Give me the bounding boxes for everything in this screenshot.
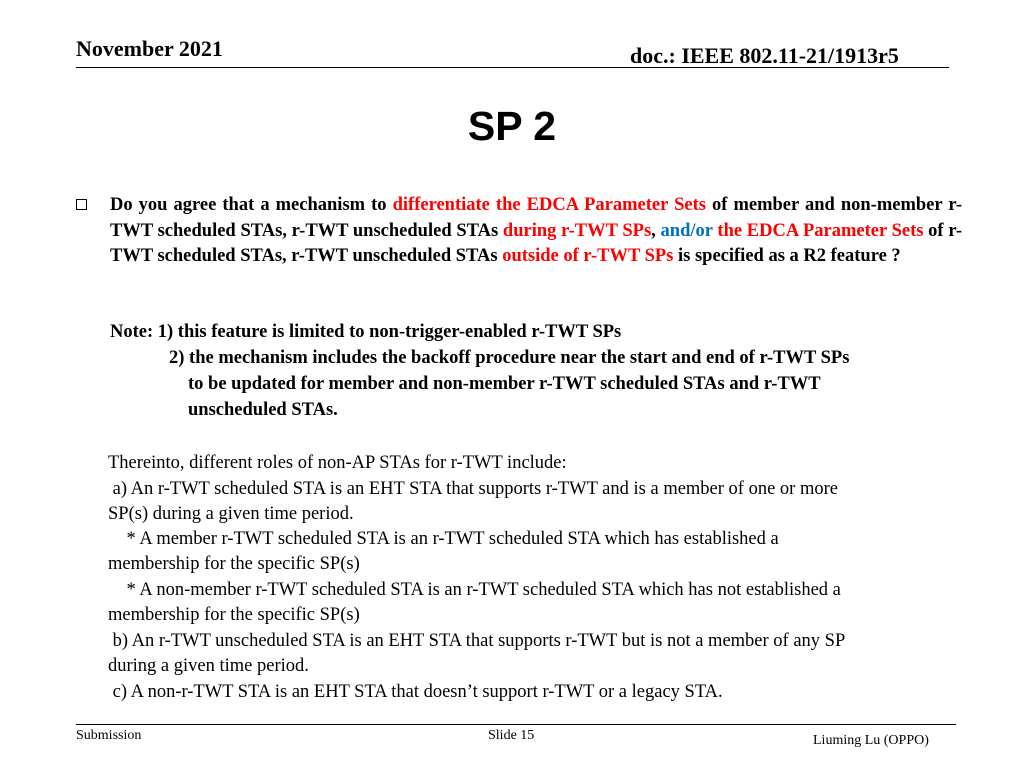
- straw-poll-question: [110, 193, 962, 270]
- slide-title: SP 2: [467, 103, 557, 149]
- definition-line: during a given time period.: [108, 656, 309, 676]
- footer-submission: Submission: [76, 728, 142, 743]
- definition-line: * A non-member r-TWT scheduled STA is an r-TWT scheduled STA which has not established a: [108, 580, 841, 600]
- definition-line: membership for the specific SP(s): [108, 605, 360, 625]
- note-line: Note: 1) this feature is limited to non-trigger-enabled r-TWT SPs: [110, 322, 622, 342]
- note-line: unscheduled STAs.: [188, 400, 338, 420]
- question-highlight-blue: and/or: [660, 220, 713, 241]
- note-line: to be updated for member and non-member r-TWT scheduled STAs and r-TWT: [188, 374, 821, 394]
- checkbox-bullet-icon: [76, 199, 87, 210]
- header-doc-id: doc.: IEEE 802.11-21/1913r5: [630, 43, 899, 68]
- footer-author: Liuming Lu (OPPO): [813, 733, 929, 748]
- question-highlight-red: the EDCA Parameter Sets: [717, 220, 924, 241]
- footer-slide-number: Slide 15: [488, 728, 535, 743]
- question-text: of r-TWT scheduled STAs, r-TWT unscheduled STAs: [110, 220, 963, 267]
- footer-divider: [76, 724, 956, 725]
- definition-line: * A member r-TWT scheduled STA is an r-TWT scheduled STA which has established a: [108, 529, 779, 549]
- question-text: of member and non-member r-TWT scheduled STAs, r-TWT unscheduled STAs: [110, 195, 963, 241]
- definition-line: Thereinto, different roles of non-AP STAs for r-TWT include:: [108, 453, 567, 473]
- question-highlight-red: differentiate the EDCA Parameter Sets: [392, 195, 706, 215]
- question-highlight-red: outside of r-TWT SPs: [502, 246, 674, 267]
- definition-line: membership for the specific SP(s): [108, 554, 360, 574]
- definition-line: c) A non-r-TWT STA is an EHT STA that doesn’t support r-TWT or a legacy STA.: [108, 682, 723, 702]
- definition-line: b) An r-TWT unscheduled STA is an EHT STA that supports r-TWT but is not a member of any SP: [108, 631, 846, 651]
- question-highlight-red: during r-TWT SPs: [502, 220, 652, 241]
- definition-line: a) An r-TWT scheduled STA is an EHT STA that supports r-TWT and is a member of one or more: [108, 479, 838, 499]
- definition-line: SP(s) during a given time period.: [108, 504, 354, 524]
- header-divider: [76, 67, 949, 68]
- question-text: ,: [651, 220, 661, 241]
- note-line: 2) the mechanism includes the backoff procedure near the start and end of r-TWT SPs: [169, 348, 850, 368]
- header-date: November 2021: [76, 36, 223, 61]
- question-text: is specified as a R2 feature ?: [673, 246, 901, 267]
- question-text: Do you agree that a mechanism to: [110, 195, 393, 215]
